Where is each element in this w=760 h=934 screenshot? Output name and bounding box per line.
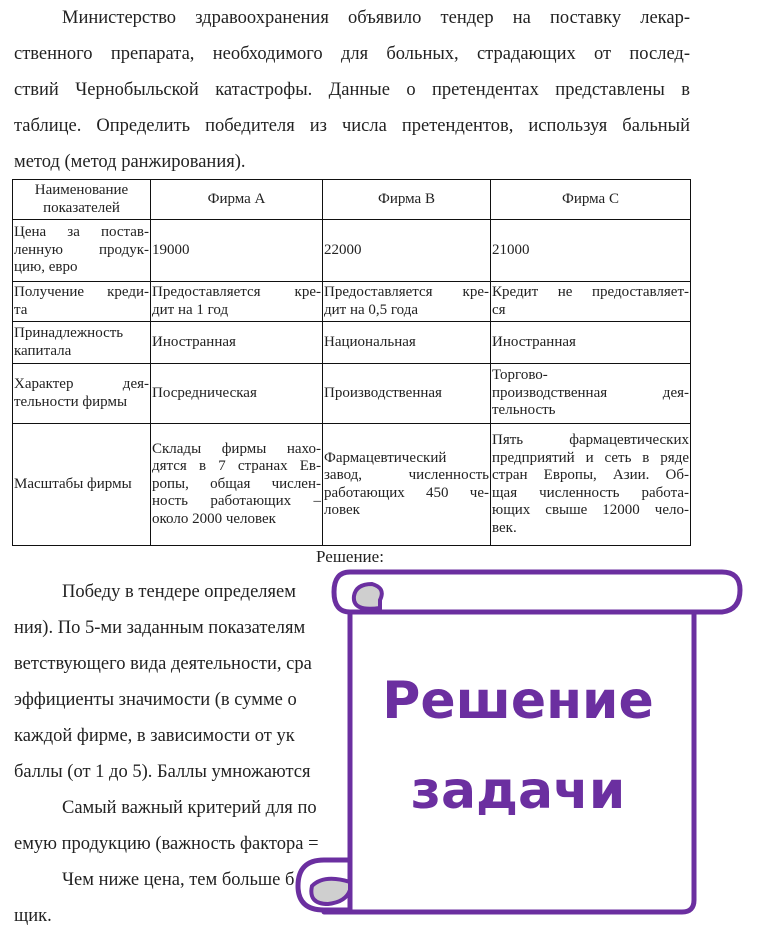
- tender-table: [12, 179, 691, 546]
- task-paragraph: [14, 0, 690, 180]
- cell-firm-c: Пять фармацевтических предприятий и сеть в ряде стран Европы, Азии. Об- щая численность работа- ющих свыше 12000 чело- век.: [491, 424, 691, 546]
- solution-heading: Решение:: [316, 547, 384, 566]
- cell-firm-a: Склады фирмы нахо- дятся в 7 странах Ев- ропы, общая числен- ность работающих – около 2000 человек: [151, 424, 323, 546]
- cell-firm-c: Торгово- производственная дея- тельность: [491, 364, 691, 424]
- task-line: таблице. Определить победителя из числа претендентов, используя бальный: [14, 116, 690, 136]
- cell-firm-a: 19000: [151, 220, 323, 282]
- body-line: ния). По 5-ми заданным показателям: [14, 618, 306, 638]
- scroll-title: [338, 656, 698, 836]
- cell-firm-b: Фармацевтический завод, численность работающих 450 че- ловек: [323, 424, 491, 546]
- body-line: щик.: [14, 906, 52, 926]
- body-line: ветствующего вида деятельности, сра: [14, 654, 312, 674]
- scroll-title-line: Решение: [382, 671, 654, 731]
- row-label: Принадлежность капитала: [13, 322, 151, 364]
- scroll-title-line: задачи: [410, 761, 626, 821]
- header-firm-a: Фирма А: [151, 180, 323, 220]
- header-firm-b: Фирма В: [323, 180, 491, 220]
- table-row-scale: [13, 424, 691, 546]
- cell-firm-a: Иностранная: [151, 322, 323, 364]
- row-label: Масштабы фирмы: [13, 424, 151, 546]
- cell-firm-c: Кредит не предоставляет- ся: [491, 282, 691, 322]
- header-firm-c: Фирма С: [491, 180, 691, 220]
- task-line: Министерство здравоохранения объявило тендер на поставку лекар-: [62, 8, 690, 28]
- body-line: Победу в тендере определяем: [62, 582, 296, 602]
- row-label: Характер дея- тельности фирмы: [13, 364, 151, 424]
- body-line: эффициенты значимости (в сумме о: [14, 690, 297, 710]
- header-indicator: Наименование показателей: [13, 180, 151, 220]
- row-label: Получение креди- та: [13, 282, 151, 322]
- scroll-top-roll: [334, 572, 740, 612]
- body-line: баллы (от 1 до 5). Баллы умножаются: [14, 762, 311, 782]
- task-line: ственного препарата, необходимого для больных, страдающих от послед-: [14, 44, 690, 64]
- cell-firm-b: Производственная: [323, 364, 491, 424]
- body-line: Самый важный критерий для по: [62, 798, 317, 818]
- cell-firm-b: Предоставляется кре- дит на 0,5 года: [323, 282, 491, 322]
- scroll-bottom-curl: [311, 879, 350, 904]
- cell-firm-a: Предоставляется кре- дит на 1 год: [151, 282, 323, 322]
- body-line: Чем ниже цена, тем больше б: [62, 870, 295, 890]
- table-row-credit: [13, 282, 691, 322]
- cell-firm-a: Посредническая: [151, 364, 323, 424]
- table-row-activity: [13, 364, 691, 424]
- cell-firm-b: 22000: [323, 220, 491, 282]
- task-line: ствий Чернобыльской катастрофы. Данные о претендентах представлены в: [14, 80, 690, 100]
- cell-firm-c: Иностранная: [491, 322, 691, 364]
- body-line: емую продукцию (важность фактора =: [14, 834, 319, 854]
- body-line: каждой фирме, в зависимости от ук: [14, 726, 295, 746]
- scroll-top-curl: [354, 584, 382, 609]
- table-row-price: [13, 220, 691, 282]
- task-line: метод (метод ранжирования).: [14, 152, 246, 172]
- cell-firm-b: Национальная: [323, 322, 491, 364]
- table-row-capital: [13, 322, 691, 364]
- table-header-row: [13, 180, 691, 220]
- cell-firm-c: 21000: [491, 220, 691, 282]
- row-label: Цена за постав- ленную продук- цию, евро: [13, 220, 151, 282]
